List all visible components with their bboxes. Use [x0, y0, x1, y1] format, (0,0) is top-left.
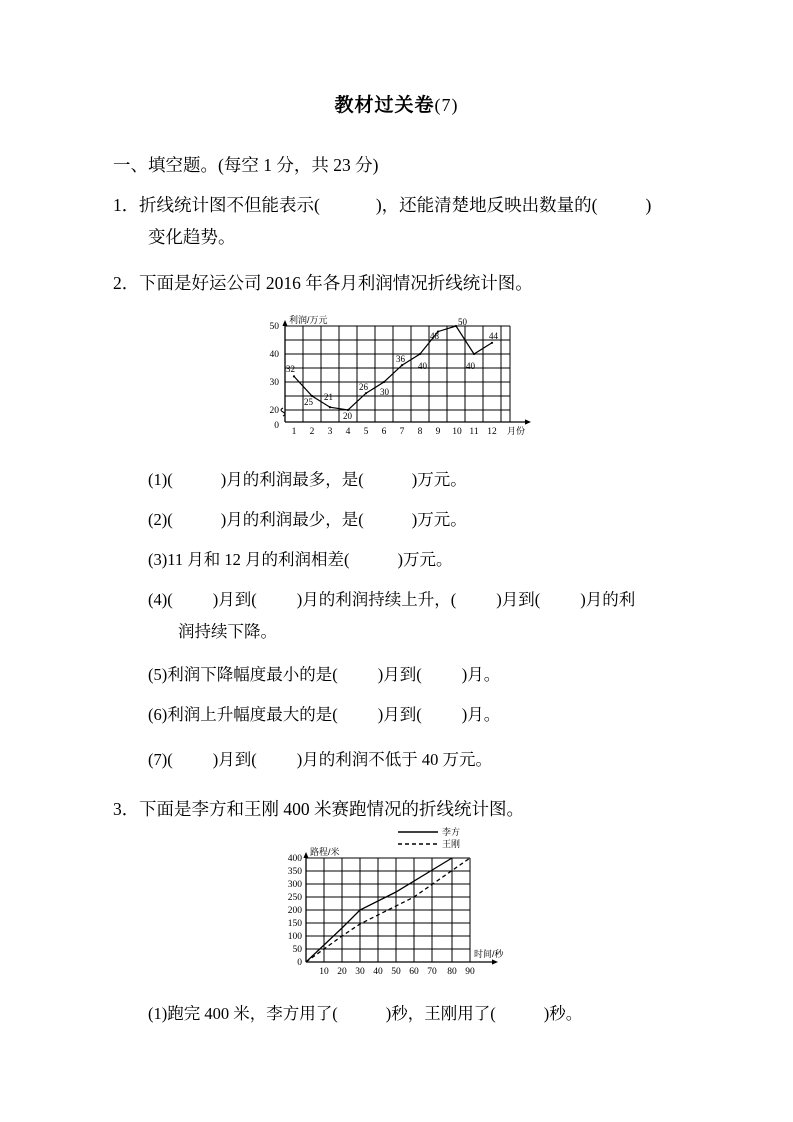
chart1-ytick: 20 [269, 406, 279, 416]
chart1-xtick: 9 [435, 427, 441, 437]
question-3 [113, 796, 524, 823]
chart1-point-label: 20 [343, 411, 352, 421]
chart2-xtick: 70 [427, 967, 437, 977]
question-3-text: 下面是李方和王刚 400 米赛跑情况的折线统计图。 [139, 799, 524, 819]
page-title-text: 教材过关卷 [334, 95, 435, 116]
chart1-xtick: 10 [452, 427, 462, 437]
chart1-data-point [293, 375, 295, 377]
chart2-xtick: 10 [319, 967, 329, 977]
chart1-point-label: 40 [418, 361, 427, 371]
chart2-xtick: 90 [465, 967, 475, 977]
chart2-ytick: 400 [287, 854, 302, 864]
chart2-ytick: 250 [287, 893, 302, 903]
chart2-xtick: 40 [373, 967, 383, 977]
chart1-data-point [419, 353, 421, 355]
chart1-data-point [365, 392, 367, 394]
q2-sub2-text-b: )月的利润最少，是( [220, 510, 364, 529]
q2-sub3-text-a: (3)11 月和 12 月的利润相差( [148, 550, 350, 569]
question-2-sub-7 [148, 748, 492, 773]
chart1-point-label: 40 [466, 361, 475, 371]
question-2-sub-6 [148, 703, 500, 728]
profit-line-chart [255, 314, 555, 439]
chart2-legend-label-wanggang: 王刚 [442, 839, 461, 849]
chart1-point-label: 30 [380, 387, 389, 397]
chart2-y-axis-label: 路程/米 [310, 847, 340, 857]
question-2 [113, 270, 533, 297]
question-1-text-c: ) [645, 195, 652, 215]
chart2-ytick: 100 [287, 932, 302, 942]
chart1-xtick: 1 [291, 427, 297, 437]
chart1-ytick: 50 [269, 322, 279, 332]
chart1-y-axis-label: 利润/万元 [289, 315, 328, 325]
q2-sub1-text-a: (1)( [148, 470, 173, 489]
chart1-xtick: 5 [363, 427, 369, 437]
chart1-point-label: 48 [430, 331, 439, 341]
chart1-xtick: 2 [309, 427, 315, 437]
chart2-ytick: 350 [287, 867, 302, 877]
chart2-ytick: 200 [287, 906, 302, 916]
chart1-xtick: 12 [487, 427, 497, 437]
question-2-sub-2 [148, 508, 467, 533]
chart2-ytick: 0 [297, 958, 302, 968]
q2-sub4-text-c: )月的利润持续上升，( [296, 590, 457, 609]
q3-sub1-text-b: )秒，王刚用了( [385, 1004, 496, 1023]
q2-sub5-text-a: (5)利润下降幅度最小的是( [148, 665, 338, 684]
chart1-data-point [491, 342, 493, 344]
chart1-data-point [329, 406, 331, 408]
question-2-sub-1 [148, 468, 467, 493]
chart1-point-label: 26 [359, 382, 368, 392]
page-title-number: (7) [434, 95, 459, 115]
q3-sub1-text-c: )秒。 [543, 1004, 583, 1023]
q2-sub5-text-c: )月。 [461, 665, 501, 684]
profit-chart-svg [255, 314, 555, 439]
chart2-y-arrow [303, 852, 308, 858]
chart1-data-point [473, 353, 475, 355]
q2-sub5-text-b: )月到( [377, 665, 422, 684]
chart1-point-label: 32 [286, 364, 295, 374]
q2-sub7-text-b: )月到( [212, 750, 257, 769]
chart2-xtick: 20 [337, 967, 347, 977]
chart1-data-point [401, 364, 403, 366]
q2-sub1-text-b: )月的利润最多，是( [220, 470, 364, 489]
chart2-xtick: 60 [409, 967, 419, 977]
question-1-line2: 变化趋势。 [148, 227, 236, 247]
section-heading-fill-in-blanks: 一、填空题。(每空 1 分，共 23 分) [113, 155, 379, 175]
chart1-x-axis-label: 月份 [507, 426, 526, 436]
question-2-sub-4-line2: 润持续下降。 [178, 622, 277, 641]
q2-sub3-text-c: )万元。 [397, 550, 453, 569]
question-2-sub-5 [148, 663, 500, 688]
chart1-xtick: 6 [381, 427, 387, 437]
chart1-point-label: 36 [396, 354, 405, 364]
q2-sub1-text-c: )万元。 [411, 470, 467, 489]
question-1-text-b: )，还能清楚地反映出数量的( [375, 195, 598, 215]
chart1-x-arrow [525, 419, 531, 424]
chart2-x-axis-label: 时间/秒 [474, 949, 504, 959]
q2-sub2-text-a: (2)( [148, 510, 173, 529]
chart1-xtick: 8 [417, 427, 423, 437]
chart1-ytick: 30 [269, 378, 279, 388]
question-1-number: 1． [113, 195, 140, 215]
chart1-point-label: 44 [489, 331, 498, 341]
q2-sub4-text-a: (4)( [148, 590, 173, 609]
question-2-sub-3 [148, 548, 453, 573]
chart1-data-point [455, 325, 457, 327]
chart1-ytick: 0 [274, 421, 279, 431]
chart1-point-label: 25 [304, 397, 313, 407]
chart2-xtick: 50 [391, 967, 401, 977]
chart1-point-label: 50 [458, 317, 467, 327]
question-2-sub-4 [148, 588, 635, 613]
question-2-text: 下面是好运公司 2016 年各月利润情况折线统计图。 [139, 273, 533, 293]
chart1-point-label: 21 [324, 392, 333, 402]
question-2-number: 2． [113, 273, 140, 293]
chart1-y-arrow [282, 320, 287, 326]
chart2-ytick: 300 [287, 880, 302, 890]
chart1-ytick: 40 [269, 350, 279, 360]
chart2-ytick: 150 [287, 919, 302, 929]
chart1-data-point [383, 381, 385, 383]
chart1-xtick: 3 [327, 427, 333, 437]
chart2-x-arrow [492, 959, 498, 964]
q2-sub7-text-a: (7)( [148, 750, 173, 769]
chart1-xtick: 4 [345, 427, 351, 437]
q2-sub4-text-e: )月的利 [580, 590, 636, 609]
race-line-chart [262, 824, 532, 979]
q2-sub7-text-c: )月的利润不低于 40 万元。 [296, 750, 492, 769]
chart2-xtick: 80 [447, 967, 457, 977]
chart1-xtick: 7 [399, 427, 405, 437]
question-1 [113, 192, 651, 219]
chart1-xtick: 11 [469, 427, 479, 437]
question-1-text-a: 折线统计图不但能表示( [139, 195, 320, 215]
q2-sub6-text-a: (6)利润上升幅度最大的是( [148, 705, 338, 724]
q3-sub1-text-a: (1)跑完 400 米，李方用了( [148, 1004, 338, 1023]
page-title [0, 0, 793, 115]
q2-sub6-text-c: )月。 [461, 705, 501, 724]
q2-sub6-text-b: )月到( [377, 705, 422, 724]
q2-sub2-text-c: )万元。 [411, 510, 467, 529]
chart2-legend-label-lifang: 李方 [442, 827, 461, 837]
race-chart-svg [262, 824, 532, 979]
chart2-ytick: 50 [292, 945, 302, 955]
question-3-sub-1 [148, 1002, 582, 1027]
chart2-xtick: 30 [355, 967, 365, 977]
q2-sub4-text-b: )月到( [212, 590, 257, 609]
q2-sub4-text-d: )月到( [496, 590, 541, 609]
question-3-number: 3． [113, 799, 140, 819]
